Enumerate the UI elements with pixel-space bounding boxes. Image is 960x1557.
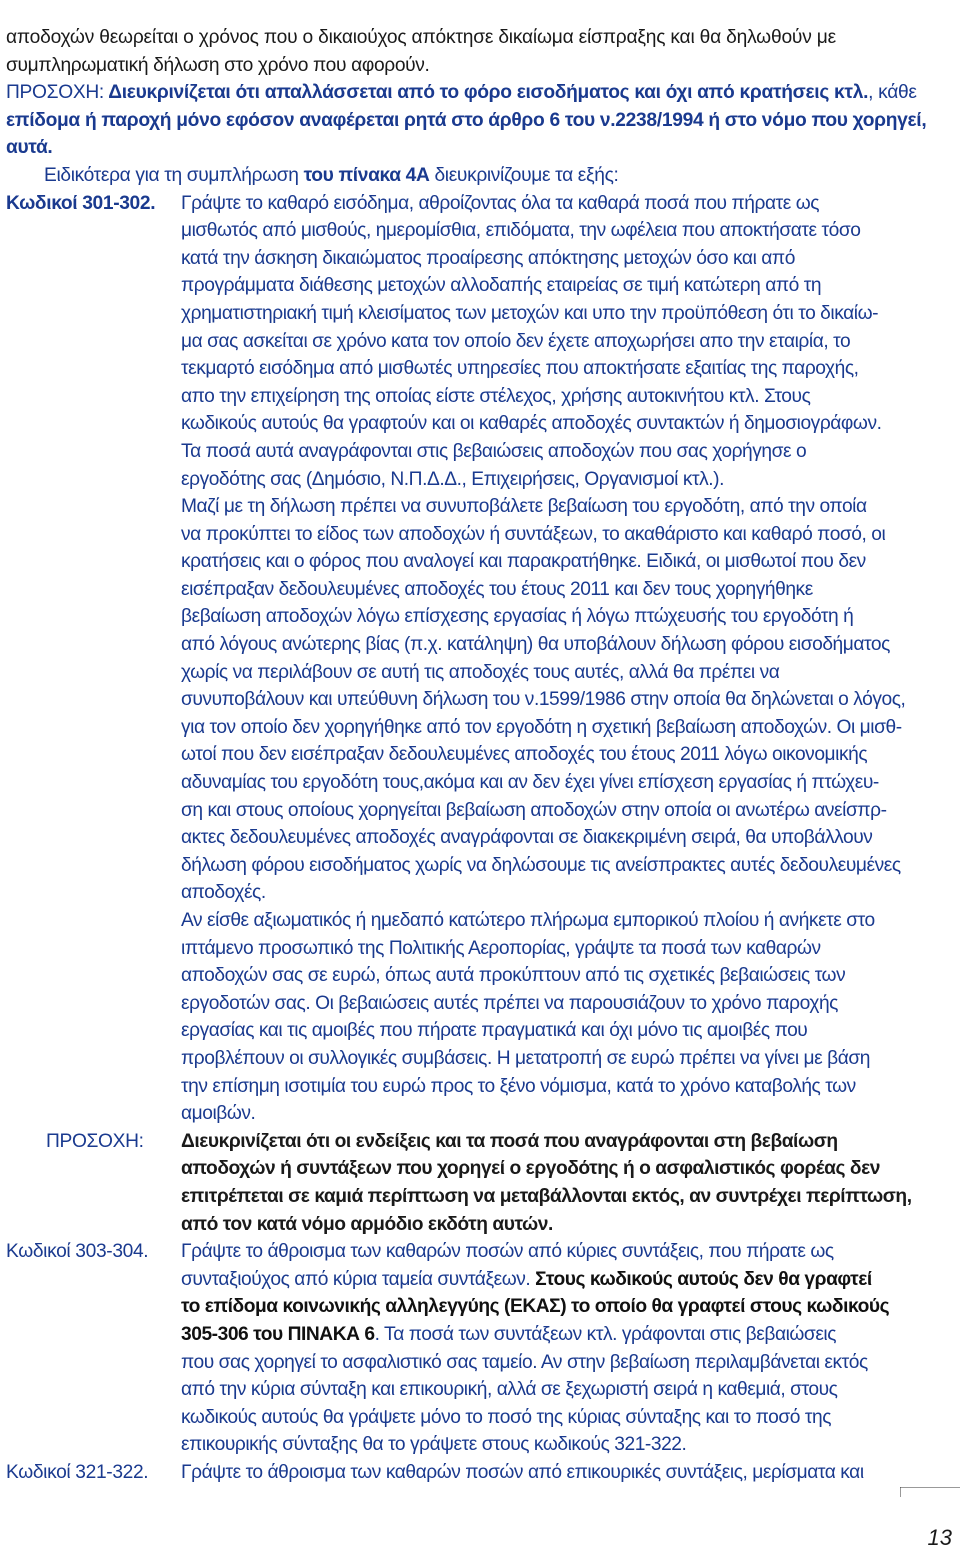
codes-301-302-line: αδυναμίας του εργοδότη τους,ακόμα και αν δεν έχει γίνει επίσχεση εργασίας ή πτώχευ- [181,772,879,794]
codes-301-302-body [181,190,954,1128]
codes-303-304-rest-line: που σας χορηγεί το ασφαλιστικό σας ταμείο. Αν στην βεβαίωση περιλαμβάνεται εκτός [181,1351,868,1373]
warning-line: από τον κατά νόμο αρμόδιο εκδότη αυτών. [181,1213,553,1235]
warning-line: επιτρέπεται σε καμιά περίπτωση να μεταβάλλονται εκτός, αν συντρέχει περίπτωση, [181,1185,912,1207]
codes-301-302-line: κωδικούς αυτούς θα γραφτούν και οι καθαρές αποδοχές συντακτών ή δημοσιογράφων. [181,413,882,435]
intro-line-2: συμπληρωματική δήλωση στο χρόνο που αφορούν. [6,54,430,76]
warning-line: αποδοχών ή συντάξεων που χορηγεί ο εργοδότης ή ο ασφαλιστικός φορέας δεν [181,1158,880,1180]
codes-301-302-line: ιπτάμενο προσωπικό της Πολιτικής Αεροπορίας, γράψτε τα ποσά των καθαρών [181,937,821,959]
warning-label [6,1128,181,1156]
codes-303-304-line-2 [181,1266,954,1294]
intro-warning-law: ν.2238/1994 ή στο νόμο που χορηγεί, [599,109,927,131]
intro-warning-text-1: Διευκρινίζεται ότι απαλλάσσεται από το φόρο εισοδήματος και όχι από κρατήσεις κτλ. [103,82,869,104]
codes-301-302-line: εισέπραξαν δεδουλευμένες αποδοχές του έτους 2011 και δεν τους χορηγήθηκε [181,578,813,600]
codes-301-302-line: να προκύπτει το είδος των αποδοχών ή συντάξεων, το ακαθάριστο και καθαρό ποσό, οι [181,523,886,545]
intro-warning-line-1 [6,79,954,107]
codes-321-322-line-1: Γράψτε το άθροισμα των καθαρών ποσών από επικουρικές συντάξεις, μερίσματα και [181,1461,864,1483]
document-page [6,24,954,1486]
section-codes-303-304 [6,1238,954,1459]
intro-warning-line-2 [6,107,954,135]
codes-301-302-line: κρατήσεις και ο φόρος που αναλογεί και παρακρατήθηκε. Ειδικά, οι μισθωτοί που δεν [181,551,866,573]
codes-303-304-rest-line: κωδικούς αυτούς θα γράψετε μόνο το ποσό της κύριας σύνταξης και το ποσό της [181,1406,832,1428]
codes-303-304-rest [181,1349,954,1459]
warning-body [181,1128,954,1238]
codes-301-302-line: βεβαίωση αποδοχών λόγω επίσχεσης εργασίας ή λόγω πτώχευσής του εργοδότη ή [181,606,854,628]
intro-specifics-line [6,162,954,190]
section-codes-301-302 [6,190,954,1128]
codes-301-302-line: συνυποβάλουν και υπεύθυνη δήλωση του ν.1599/1986 στην οποία θα δηλώνεται ο λόγος, [181,689,906,711]
codes-303-304-line-2-bold: Στους κωδικούς αυτούς δεν θα γραφτεί [535,1268,872,1290]
intro-line-1: αποδοχών θεωρείται ο χρόνος που ο δικαιούχος απόκτησε δικαίωμα είσπραξης και θα δηλωθούν με [6,27,836,48]
codes-301-302-line: ση και στους οποίους χορηγείται βεβαίωση αποδοχών στην οποία οι ανωτέρω ανείσπρ- [181,799,887,821]
codes-301-302-line: απο την επιχείρηση της οποίας είστε στέλεχος, χρήσης αυτοκινήτου κτλ. Στους [181,385,811,407]
codes-303-304-body [181,1238,954,1459]
codes-321-322-label: Κωδικοί 321-322. [6,1461,149,1483]
warning-label-text: ΠΡΟΣΟΧΗ: [46,1130,144,1152]
intro-warning-text-1-tail: , κάθε [868,82,917,104]
intro-warning-text-2: επίδομα ή παροχή μόνο εφόσον αναφέρεται ρητά στο άρθρο 6 του [6,109,600,131]
specifics-bold: του πίνακα 4Α [303,164,430,186]
codes-301-302-line: μα σας ασκείται σε χρόνο κατα τον οποίο δεν έχετε αποχωρήσει απο την εταιρία, το [181,330,851,352]
codes-303-304-line-4-bold: 305-306 του ΠΙΝΑΚΑ 6 [181,1323,375,1345]
codes-303-304-label: Κωδικοί 303-304. [6,1241,149,1263]
codes-301-302-line: την επίσημη ισοτιμία του ευρώ προς το ξένο νόμισμα, κατά το χρόνο καταβολής των [181,1075,856,1097]
codes-301-302-line: κατά την άσκηση δικαιώματος προαίρεσης απόκτησης μετοχών όσο και από [181,247,795,269]
codes-301-302-line: Αν είσθε αξιωματικός ή ημεδαπό κατώτερο πλήρωμα εμπορικού πλοίου ή ανήκετε στο [181,910,875,931]
codes-301-302-line: Τα ποσά αυτά αναγράφονται στις βεβαιώσεις αποδοχών που σας χορήγησε ο [181,440,807,462]
corner-rule-svg [900,1487,960,1527]
codes-301-302-line: δήλωση φόρου εισοδήματος χωρίς να δηλώσουμε τις ανείσπρακτες αυτές δεδουλευμένες [181,854,901,876]
warning-line: Διευκρινίζεται ότι οι ενδείξεις και τα ποσά που αναγράφονται στη βεβαίωση [181,1130,838,1152]
codes-301-302-line: χωρίς να περιλάβουν σε αυτή τις αποδοχές τους αυτές, αλλά θα πρέπει να [181,661,780,683]
codes-301-302-line: προγράμματα διάθεσης μετοχών αλλοδαπής εταιρείας σε τιμή κατώτερη από τη [181,275,822,297]
codes-301-302-line: από λόγους ανώτερης βίας (π.χ. κατάληψη) θα υποβάλουν δήλωση φόρου εισοδήματος [181,634,890,656]
codes-301-302-line: Μαζί με τη δήλωση πρέπει να συνυποβάλετε βεβαίωση του εργοδότη, από την οποία [181,496,867,518]
codes-301-302-line: εργασίας και τις αμοιβές που πήρατε πραγματικά και όχι μόνο τις αμοιβές που [181,1020,808,1042]
codes-301-302-line: χρηματιστηριακή τιμή κλεισίματος των μετοχών και υπο την προϋπόθεση ότι το δικαίω- [181,302,879,324]
codes-303-304-line-2-pre: συνταξιούχος από κύρια ταμεία συντάξεων. [181,1268,536,1290]
codes-301-302-line: αμοιβών. [181,1103,256,1125]
codes-301-302-line: μισθωτός από μισθούς, ημερομίσθια, επιδόματα, την ωφέλεια που αποκτήσατε τόσο [181,220,861,242]
codes-303-304-rest-line: επικουρικής σύνταξης θα το γράψετε στους κωδικούς 321-322. [181,1434,687,1456]
intro-warning-prefix: ΠΡΟΣΟΧΗ: [6,82,104,104]
codes-301-302-line: προβλέπουν οι συλλογικές συμβάσεις. Η μετατροπή σε ευρώ πρέπει να γίνει με βάση [181,1047,870,1069]
codes-303-304-line-1: Γράψτε το άθροισμα των καθαρών ποσών από κύριες συντάξεις, που πήρατε ως [181,1241,834,1263]
codes-321-322-body [181,1459,954,1487]
codes-301-302-line: Γράψτε το καθαρό εισόδημα, αθροίζοντας όλα τα καθαρά ποσά που πήρατε ως [181,192,820,214]
codes-301-302-line: εργοδοτών σας. Οι βεβαιώσεις αυτές πρέπει να παρουσιάζουν το χρόνο παροχής [181,992,838,1014]
section-warning [6,1128,954,1238]
codes-301-302-line: εργοδότης σας (Δημόσιο, Ν.Π.Δ.Δ., Επιχειρήσεις, Οργανισμοί κτλ.). [181,468,724,490]
specifics-post: διευκρινίζουμε τα εξής: [429,164,619,186]
codes-303-304-line-4-post: . Τα ποσά των συντάξεων κτλ. γράφονται στις βεβαιώσεις [374,1323,837,1345]
section-codes-321-322 [6,1459,954,1487]
specifics-pre: Ειδικότερα για τη συμπλήρωση [44,164,304,186]
intro-warning-line-3: αυτά. [6,137,53,159]
codes-303-304-line-4 [181,1321,954,1349]
codes-301-302-line: ωτοί που δεν εισέπραξαν δεδουλευμένες αποδοχές του έτους 2011 λόγω οικονομικής [181,744,868,766]
codes-301-302-line: αποδοχές. [181,882,266,904]
codes-301-302-line: αποδοχών σας σε ευρώ, όπως αυτά προκύπτουν από τις σχετικές βεβαιώσεις των [181,965,846,987]
codes-301-302-line: τεκμαρτό εισόδημα από μισθωτές υπηρεσίες που αποκτήσατε εξαιτίας της παροχής, [181,358,859,380]
codes-301-302-label: Κωδικοί 301-302. [6,192,156,214]
page-number: 13 [927,1525,952,1550]
codes-301-302-line: για τον οποίο δεν χορηγήθηκε από τον εργοδότη η σχετική βεβαίωση αποδοχών. Οι μισθ- [181,716,902,738]
codes-303-304-rest-line: από την κύρια σύνταξη και επικουρική, αλλά σε ξεχωριστή σειρά η καθεμιά, στους [181,1379,838,1401]
codes-303-304-line-3: το επίδομα κοινωνικής αλληλεγγύης (ΕΚΑΣ) το οποίο θα γραφτεί στους κωδικούς [181,1296,890,1318]
codes-301-302-line: ακτες δεδουλευμένες αποδοχές αναγράφονται σε διακεκριμένη σειρά, θα υποβάλλουν [181,827,873,849]
